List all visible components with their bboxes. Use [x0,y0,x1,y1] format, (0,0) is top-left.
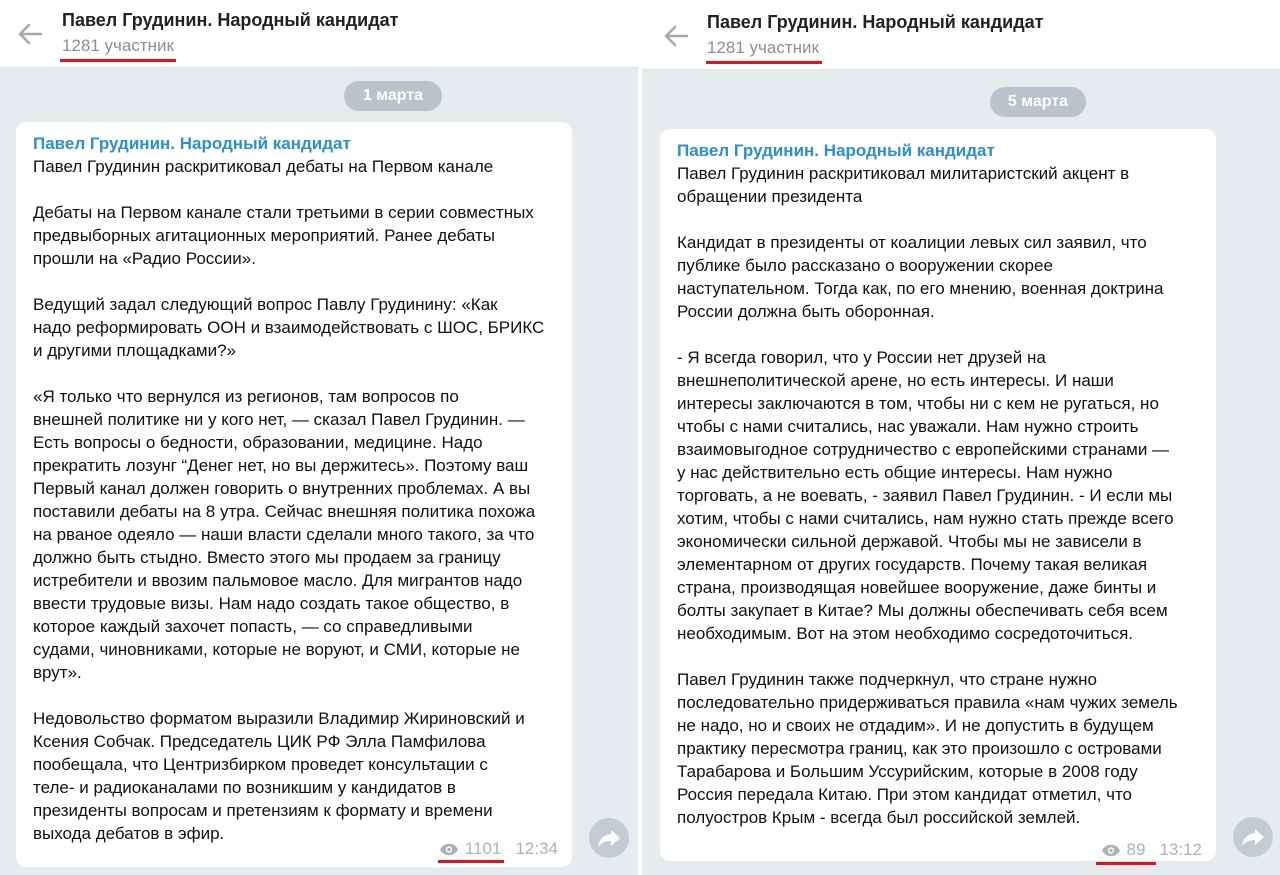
view-count: 1101 [464,839,502,858]
highlight-underline [706,61,822,64]
chat-pane-left [0,0,638,875]
channel-title[interactable]: Павел Грудинин. Народный кандидат [707,12,1044,32]
chat-header [642,0,1280,70]
forward-button[interactable] [1233,817,1273,857]
message-sender[interactable]: Павел Грудинин. Народный кандидат [677,141,995,160]
message-paragraph: Кандидат в президенты от коалиции левых сил заявил, что публике было рассказано о вооружении скорее наступательном. Тогда как, по его мнению, военная доктрина России должна быть оборонная. [677,233,1164,321]
highlight-underline [60,59,176,62]
highlight-underline [1096,862,1156,865]
date-separator: 5 марта [990,87,1086,117]
message-paragraph: Павел Грудинин раскритиковал дебаты на Первом канале [33,157,494,176]
back-arrow-icon[interactable] [660,22,692,50]
forward-button[interactable] [589,818,629,858]
message-time: 12:34 [515,839,558,858]
message-paragraph: Дебаты на Первом канале стали третьими в серии совместных предвыборных агитационных мероприятий. Ранее дебаты прошли на «Радио России». [33,203,534,268]
message-time: 13:12 [1159,840,1202,859]
view-count: 89 [1126,840,1146,859]
message-sender[interactable]: Павел Грудинин. Народный кандидат [33,134,351,153]
forward-arrow-icon [1233,817,1273,857]
eye-icon [439,843,459,856]
message-meta [439,839,558,859]
channel-title[interactable]: Павел Грудинин. Народный кандидат [62,10,399,30]
message-paragraph: «Я только что вернулся из регионов, там вопросов по внешней политике ни у кого нет, — сказал Павел Грудинин. — Есть вопросы о бедности, образовании, медицине. Надо прекратить лозунг “Денег нет, но вы держитесь». Поэтому ваш Первый канал должен говорить о внутренних проблемах. А вы поставили дебаты на 8 утра. Сейчас внешняя политика похожа на рваное одеяло — наши власти сделали много такого, за что должно быть стыдно. Вместо этого мы продаем за границу истребители и ввозим пальмовое масло. Для мигрантов надо ввести трудовые визы. Нам надо создать такое общество, в которое каждый захочет попасть, — со справедливыми судами, чиновниками, которые не воруют, и СМИ, которые не врут». [33,387,536,682]
message-text [33,155,563,845]
forward-arrow-icon [589,818,629,858]
member-count: 1281 участник [707,38,819,57]
message-paragraph: Недовольство форматом выразили Владимир Жириновский и Ксения Собчак. Председатель ЦИК РФ Элла Памфилова пообещала, что Центризбирком проведет консультации с теле- и радиоканалами по возникшим у кандидатов в президенты вопросам и претензиям к формату и времени выхода дебатов в эфир. [33,709,525,843]
date-separator: 1 марта [344,81,442,111]
message-paragraph: Павел Грудинин также подчеркнул, что стране нужно последовательно придерживаться правила «нам чужих земель не надо, но и своих не отдадим». И не допустить в будущем практику пересмотра границ, как это произошло с островами Тарабарова и Большим Уссурийским, которые в 2008 году Россия передала Китаю. При этом кандидат отметил, что полуостров Крым - всегда был российской землей. [677,670,1178,827]
eye-icon [1101,844,1121,857]
highlight-underline [438,860,504,863]
message-meta [1101,840,1202,860]
message-paragraph: - Я всегда говорил, что у России нет друзей на внешнеполитической арене, но есть интересы. И наши интересы заключаются в том, чтобы ни с кем не ругаться, но чтобы с нами считались, нас уважали. Нам нужно строить взаимовыгодное сотрудничество с европейскими странами — у нас действительно есть общие интересы. Нам нужно торговать, а не воевать, - заявил Павел Грудинин. - И если мы хотим, чтобы с нами считались, нам нужно стать прежде всего экономически сильной державой. Чтобы мы не зависели в элементарном от других государств. Почему такая великая страна, производящая новейшее вооружение, даже бинты и болты закупает в Китае? Мы должны обеспечивать себя всем необходимым. Вот на этом необходимо сосредоточиться. [677,348,1174,643]
message-bubble [16,122,572,867]
chat-pane-right [642,0,1280,875]
chat-header [0,0,638,68]
back-arrow-icon[interactable] [14,20,46,48]
message-text [677,162,1207,829]
message-paragraph: Ведущий задал следующий вопрос Павлу Грудинину: «Как надо реформировать ООН и взаимодействовать с ШОС, БРИКС и другими площадками?» [33,295,545,360]
member-count: 1281 участник [62,36,174,55]
message-paragraph: Павел Грудинин раскритиковал милитаристский акцент в обращении президента [677,164,1130,206]
message-bubble [660,129,1216,861]
